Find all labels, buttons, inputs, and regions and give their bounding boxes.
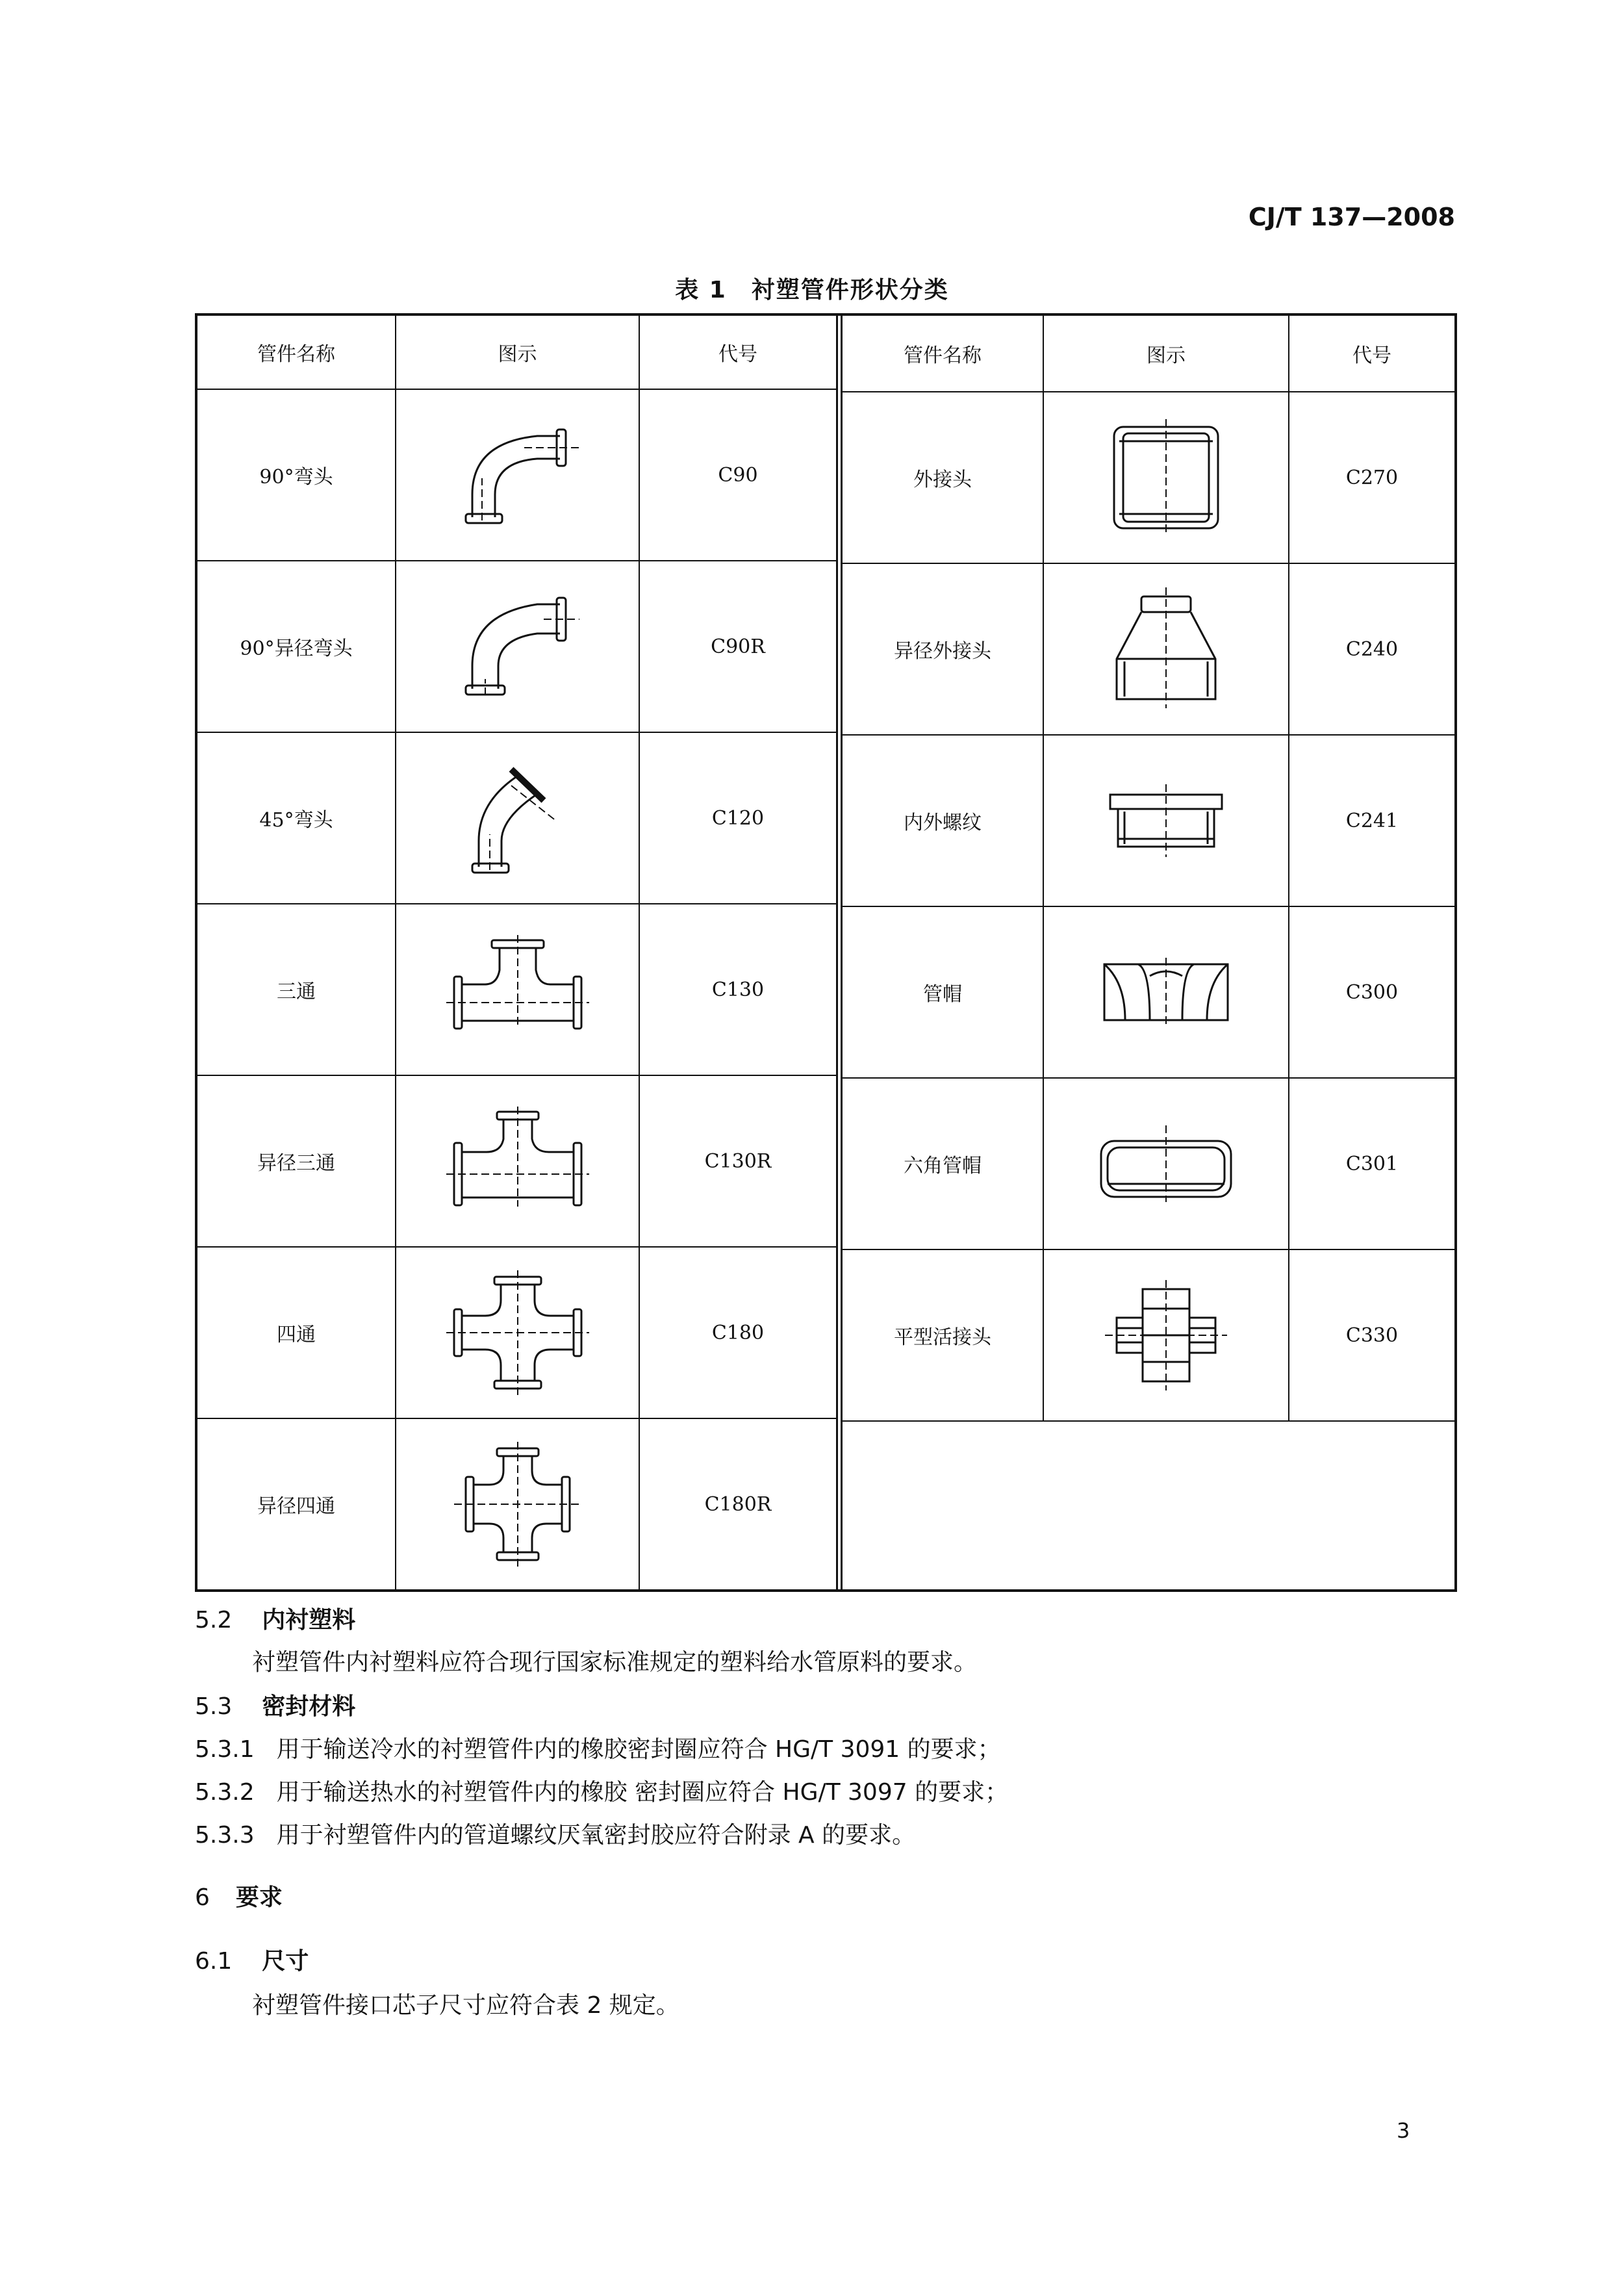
elbow-90-icon: [396, 390, 640, 561]
row-name: 内外螺纹: [843, 736, 1044, 907]
row-code: C330: [1289, 1250, 1454, 1422]
row-name: 三通: [197, 904, 396, 1076]
clause-5-3-3: [195, 1817, 915, 1850]
table-caption: 表 1 衬塑管件形状分类: [675, 277, 949, 303]
header-name: 管件名称: [843, 316, 1044, 392]
clause-5-3-1: [195, 1731, 1001, 1764]
empty-cell: [843, 1422, 1454, 1589]
header-code: 代号: [640, 316, 836, 390]
row-name: 45°弯头: [197, 733, 396, 904]
clause-number: 5.3.1: [195, 1736, 255, 1763]
row-name: 90°弯头: [197, 390, 396, 561]
tee-icon: [396, 904, 640, 1076]
section-6-heading: [195, 1879, 283, 1912]
row-code: C241: [1289, 736, 1454, 907]
reducing-socket-icon: [1044, 564, 1289, 736]
row-code: C90: [640, 390, 836, 561]
section-number: 5.2: [195, 1607, 233, 1633]
standard-code: CJ/T 137—2008: [1248, 203, 1455, 231]
reducing-elbow-90-icon: [396, 561, 640, 733]
row-name: 平型活接头: [843, 1250, 1044, 1422]
reducing-tee-icon: [396, 1076, 640, 1248]
section-6-1-text: 衬塑管件接口芯子尺寸应符合表 2 规定。: [252, 1992, 679, 2019]
row-name: 外接头: [843, 392, 1044, 564]
bushing-icon: [1044, 736, 1289, 907]
section-5-3-heading: [195, 1688, 355, 1721]
section-6-1-heading: [195, 1943, 309, 1976]
row-name: 异径外接头: [843, 564, 1044, 736]
clause-text: 用于输送冷水的衬塑管件内的橡胶密封圈应符合 HG/T 3091 的要求；: [276, 1736, 1001, 1763]
clause-5-3-2: [195, 1774, 1008, 1807]
section-title: 要求: [235, 1884, 283, 1911]
row-code: C120: [640, 733, 836, 904]
row-code: C130: [640, 904, 836, 1076]
row-code: C240: [1289, 564, 1454, 736]
section-title: 尺寸: [262, 1948, 309, 1975]
clause-number: 5.3.3: [195, 1822, 255, 1849]
section-5-2-heading: [195, 1602, 355, 1635]
row-code: C300: [1289, 907, 1454, 1079]
section-5-2-text: 衬塑管件内衬塑料应符合现行国家标准规定的塑料给水管原料的要求。: [252, 1649, 978, 1676]
section-number: 5.3: [195, 1693, 233, 1720]
row-name: 管帽: [843, 907, 1044, 1079]
section-number: 6.1: [195, 1948, 233, 1975]
section-title: 内衬塑料: [262, 1607, 356, 1633]
row-name: 90°异径弯头: [197, 561, 396, 733]
row-code: C301: [1289, 1079, 1454, 1250]
row-code: C130R: [640, 1076, 836, 1248]
hex-cap-icon: [1044, 1079, 1289, 1250]
table-double-divider: [836, 316, 843, 1589]
row-name: 六角管帽: [843, 1079, 1044, 1250]
header-figure: 图示: [396, 316, 640, 390]
cross-icon: [396, 1248, 640, 1419]
row-name: 异径四通: [197, 1419, 396, 1589]
row-name: 四通: [197, 1248, 396, 1419]
table-right-half: [843, 316, 1454, 1589]
table-left-half: [197, 316, 836, 1589]
page-number: 3: [1397, 2118, 1410, 2143]
row-code: C180: [640, 1248, 836, 1419]
socket-icon: [1044, 392, 1289, 564]
section-number: 6: [195, 1884, 210, 1911]
union-icon: [1044, 1250, 1289, 1422]
header-figure: 图示: [1044, 316, 1289, 392]
row-code: C180R: [704, 1492, 772, 1516]
header-code: 代号: [1289, 316, 1454, 392]
cap-icon: [1044, 907, 1289, 1079]
clause-text: 用于衬塑管件内的管道螺纹厌氧密封胶应符合附录 A 的要求。: [276, 1822, 916, 1849]
clause-number: 5.3.2: [195, 1779, 255, 1806]
elbow-45-icon: [396, 733, 640, 904]
row-name: 异径三通: [197, 1076, 396, 1248]
section-title: 密封材料: [262, 1693, 356, 1720]
header-name: 管件名称: [197, 316, 396, 390]
row-code: C90R: [640, 561, 836, 733]
clause-text: 用于输送热水的衬塑管件内的橡胶 密封圈应符合 HG/T 3097 的要求；: [276, 1779, 1009, 1806]
reducing-cross-icon: [396, 1419, 640, 1589]
fitting-classification-table: [195, 313, 1457, 1592]
row-code: C270: [1289, 392, 1454, 564]
